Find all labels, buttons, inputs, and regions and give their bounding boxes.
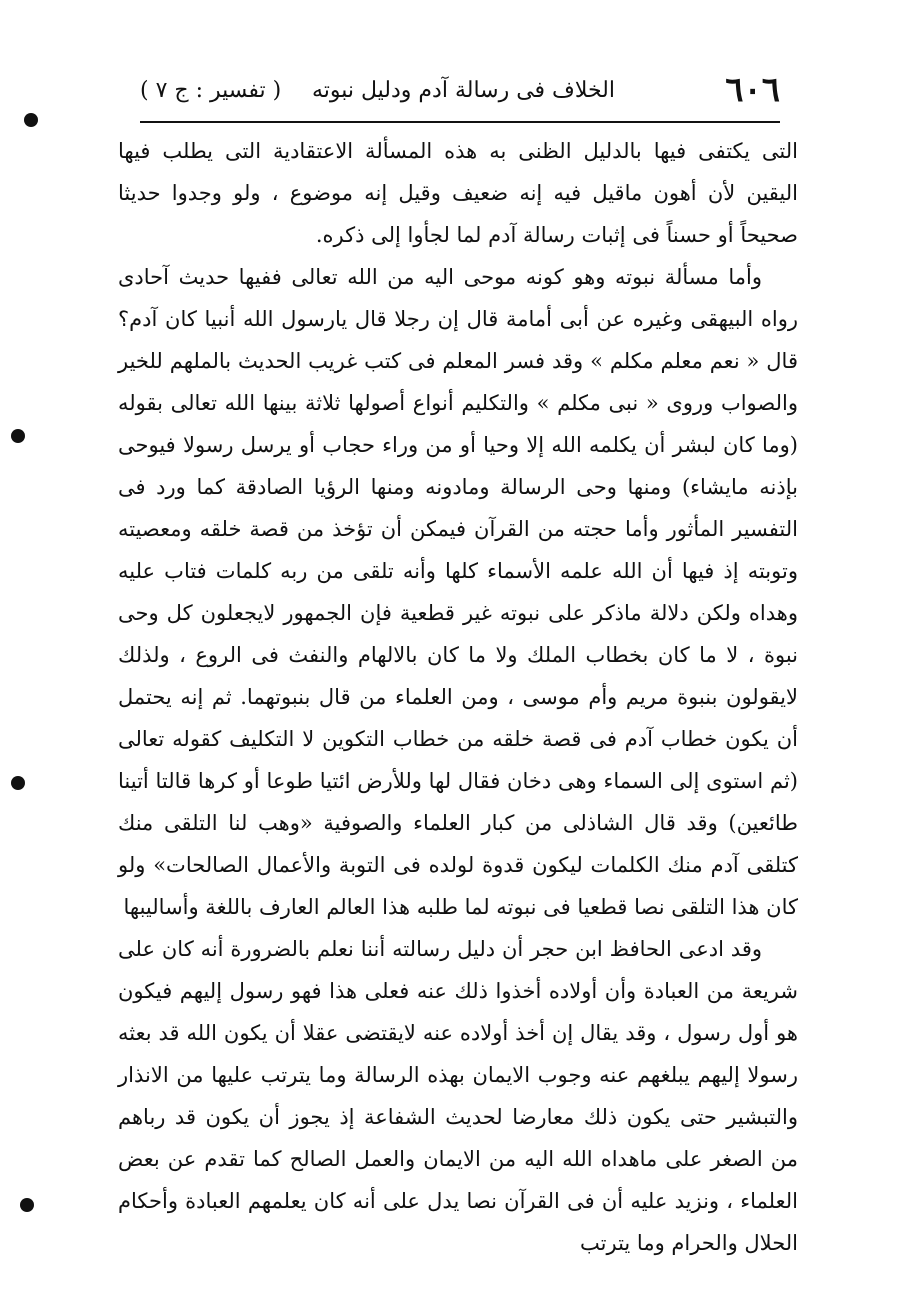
- page-header: [140, 68, 780, 116]
- page-number: ٦٠٦: [725, 70, 780, 110]
- margin-punch-hole: [24, 113, 38, 127]
- paragraph: التى يكتفى فيها بالدليل الظنى به هذه المسألة الاعتقادية التى يطلب فيها اليقين لأن أهون ماقيل فيه إنه ضعيف وقيل إنه موضوع ، ولو وجدوا حديثا صحيحاً أو حسناً فى إثبات رسالة آدم لما لجأوا إلى ذكره.: [118, 139, 798, 247]
- margin-punch-hole: [20, 1198, 34, 1212]
- paragraph: وقد ادعى الحافظ ابن حجر أن دليل رسالته أننا نعلم بالضرورة أنه كان على شريعة من العبادة وأن أولاده أخذوا ذلك عنه فعلى هذا فهو رسول إليهم فيكون هو أول رسول ، وقد يقال إن أخذ أولاده عنه لايقتضى عقلا أن يكون الله قد بعثه رسولا إليهم يبلغهم عنه وجوب الايمان بهذه الرسالة وما يترتب عليها من الانذار والتبشير حتى يكون ذلك معارضا لحديث الشفاعة إذ يجوز أن يكون قد رباهم من الصغر على ماهداه الله اليه من الايمان والعمل الصالح كما تقدم عن بعض العلماء ، ونزيد عليه أن فى القرآن نصا يدل على أنه كان يعلمهم العبادة وأحكام الحلال والحرام وما يترتب: [118, 937, 798, 1255]
- running-title: الخلاف فى رسالة آدم ودليل نبوته: [311, 78, 615, 103]
- paragraph: وأما مسألة نبوته وهو كونه موحى اليه من الله تعالى ففيها حديث آحادى رواه البيهقى وغيره عن أبى أمامة قال إن رجلا قال يارسول الله أنبيا كان آدم؟ قال « نعم معلم مكلم » وقد فسر المعلم فى كتب غريب الحديث بالملهم للخير والصواب وروى « نبى مكلم » والتكليم أنواع أصولها ثلاثة بينها الله تعالى بقوله (وما كان لبشر أن يكلمه الله إلا وحيا أو من وراء حجاب أو يرسل رسولا فيوحى بإذنه مايشاء) ومنها وحى الرسالة ومادونه ومنها الرؤيا الصادقة كما ورد فى التفسير المأثور وأما حجته من القرآن فيمكن أن تؤخذ من قصة خلقه ومعصيته وتوبته إذ فيها أن الله علمه الأسماء كلها وأنه تلقى من ربه كلمات فتاب عليه وهداه ولكن دلالة ماذكر على نبوته غير قطعية فإن الجمهور لايجعلون كل وحى نبوة ، لا ما كان بخطاب الملك ولا ما كان بالالهام والنفث فى الروع ، ولذلك لايقولون بنبوة مريم وأم موسى ، ومن العلماء من قال بنبوتهما. ثم إنه يحتمل أن يكون خطاب آدم فى قصة خلقه من خطاب التكوين لا التكليف كقوله تعالى (ثم استوى إلى السماء وهى دخان فقال لها وللأرض ائتيا طوعا أو كرها قالتا أتينا طائعين) وقد قال الشاذلى من كبار العلماء والصوفية «وهب لنا التلقى منك كتلقى آدم منك الكلمات ليكون قدوة لولده فى التوبة والأعمال الصالحات» ولو كان هذا التلقى نصا قطعيا فى نبوته لما طلبه هذا العالم العارف باللغة وأساليبها: [118, 265, 798, 919]
- header-divider: [140, 121, 780, 123]
- body-text: [118, 130, 798, 1264]
- volume-reference: ( تفسير : ج ٧ ): [140, 78, 282, 103]
- margin-punch-hole: [11, 429, 25, 443]
- margin-punch-hole: [11, 776, 25, 790]
